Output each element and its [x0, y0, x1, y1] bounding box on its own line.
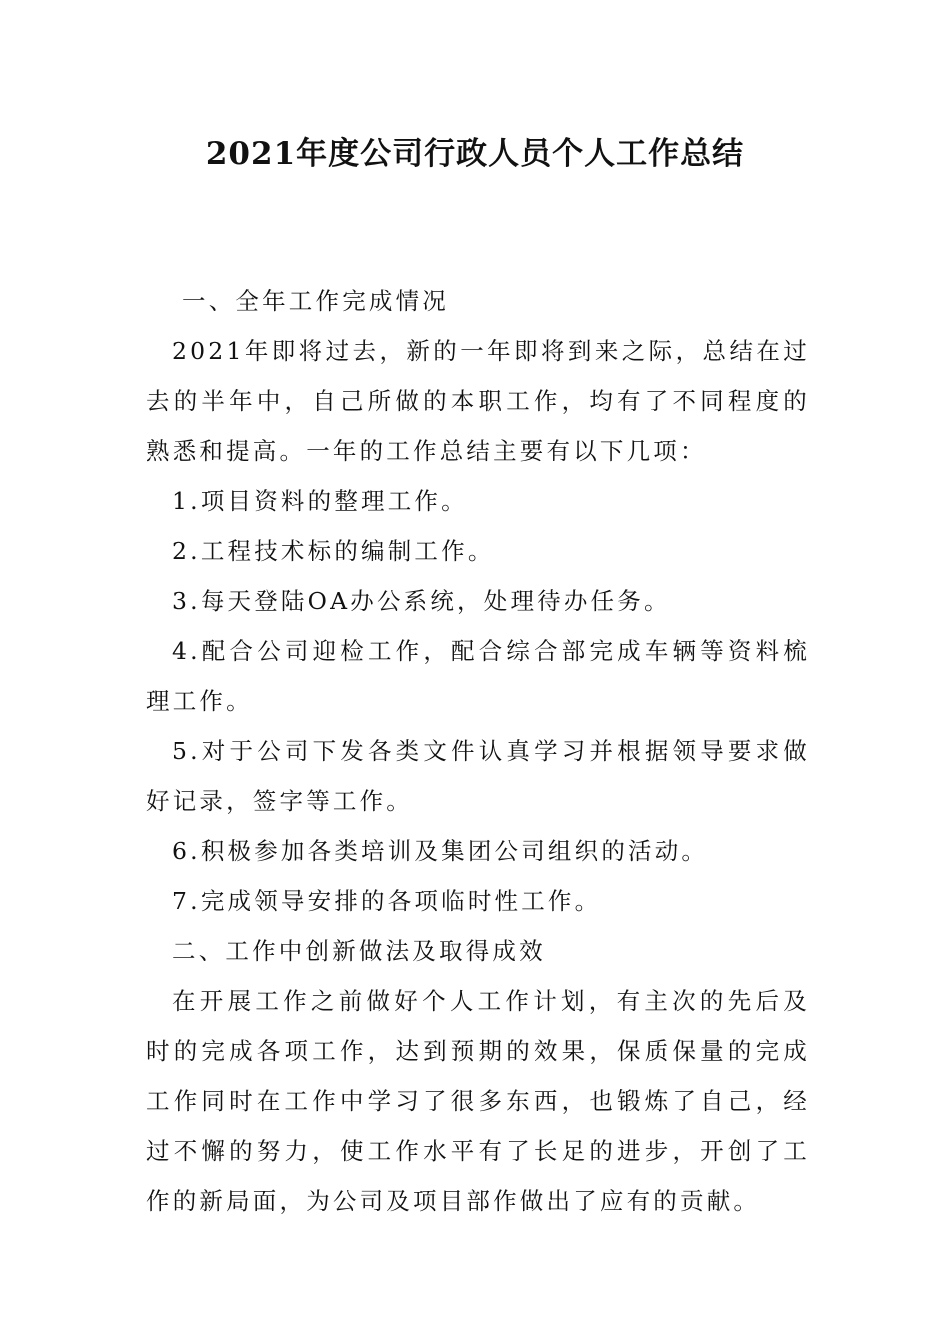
list-item-5: 5.对于公司下发各类文件认真学习并根据领导要求做好记录，签字等工作。	[146, 737, 810, 815]
document-body	[146, 276, 810, 1226]
section-heading-2: 二、工作中创新做法及取得成效	[172, 937, 546, 965]
section-2-paragraph: 在开展工作之前做好个人工作计划，有主次的先后及时的完成各项工作，达到预期的效果，保质保量的完成工作同时在工作中学习了很多东西，也锻炼了自己，经过不懈的努力，使工作水平有了长足的进步，开创了工作的新局面，为公司及项目部作做出了应有的贡献。	[146, 987, 810, 1215]
list-item-6: 6.积极参加各类培训及集团公司组织的活动。	[172, 837, 709, 865]
document-title: 2021年度公司行政人员个人工作总结	[205, 136, 745, 172]
list-item-4: 4.配合公司迎检工作，配合综合部完成车辆等资料梳理工作。	[146, 637, 810, 715]
list-item-3: 3.每天登陆OA办公系统，处理待办任务。	[172, 587, 671, 615]
intro-paragraph: 2021年即将过去，新的一年即将到来之际，总结在过去的半年中，自己所做的本职工作，均有了不同程度的熟悉和提高。一年的工作总结主要有以下几项：	[146, 337, 810, 465]
list-item-2: 2.工程技术标的编制工作。	[172, 537, 495, 565]
section-heading-1: 一、全年工作完成情况	[182, 287, 449, 315]
list-item-7: 7.完成领导安排的各项临时性工作。	[172, 887, 602, 915]
list-item-1: 1.项目资料的整理工作。	[172, 487, 468, 515]
